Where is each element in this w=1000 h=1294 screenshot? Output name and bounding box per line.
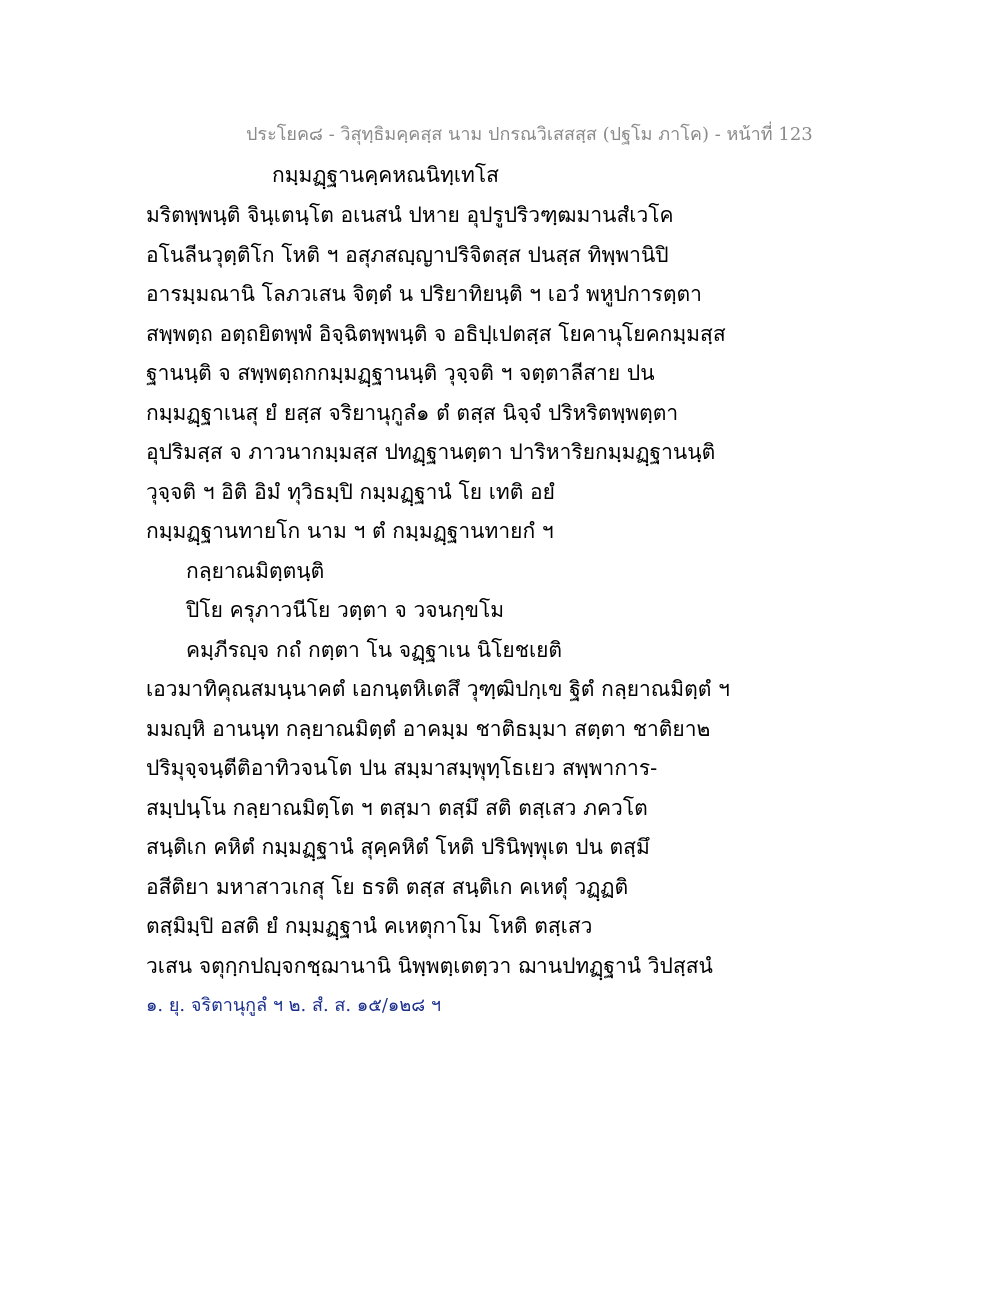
page-header: ประโยค๘ - วิสุทฺธิมคฺคสฺส นาม ปกรณวิเสสสฺส (ปฐโม ภาโค) - หน้าที่ 123 <box>246 124 813 145</box>
text-line: อารมฺมณานิ โลภวเสน จิตฺตํ น ปริยาทิยนฺติ ฯ เอวํ พหูปการตฺตา <box>146 282 702 306</box>
text-line: วเสน จตุกฺกปญฺจกชฺฌานานิ นิพฺพตฺเตตฺวา ฌานปทฏฺฐานํ วิปสฺสนํ <box>146 953 713 978</box>
text-line: สพฺพตฺถ อตฺถยิตพฺพํ อิจฺฉิตพฺพนฺติ จ อธิปฺเปตสฺส โยคานุโยคกมฺมสฺส <box>146 321 726 346</box>
text-line: มริตพฺพนฺติ จินฺเตนฺโต อเนสนํ ปหาย อุปรูปริวฑฺฒมานสํเวโค <box>146 203 674 227</box>
text-line: กมฺมฏฺฐาเนสุ ยํ ยสฺส จริยานุกูลํ๑ ตํ ตสฺส นิจฺจํ ปริหริตพฺพตฺตา <box>146 400 679 425</box>
verse-line: คมฺภีรญฺจ กถํ กตฺตา โน จฏฺฐาเน นิโยชเยติ <box>186 637 563 662</box>
text-line: อโนลีนวุตฺติโก โหติ ฯ อสุภสญฺญาปริจิตสฺส ปนสฺส ทิพฺพานิปิ <box>146 242 669 267</box>
text-line: สมฺปนฺโน กลฺยาณมิตฺโต ฯ ตสฺมา ตสฺมึ สติ ตสฺเสว ภควโต <box>146 795 648 820</box>
text-line: มมญฺหิ อานนฺท กลฺยาณมิตฺตํ อาคมฺม ชาติธมฺมา สตฺตา ชาติยา๒ <box>146 716 711 741</box>
text-line: ปริมุจฺจนฺตีติอาทิวจนโต ปน สมฺมาสมฺพุทฺโธเยว สพฺพาการ- <box>146 756 658 780</box>
text-line: ฐานนฺติ จ สพฺพตฺถกกมฺมฏฺฐานนฺติ วุจฺจติ ฯ จตฺตาลีสาย ปน <box>146 361 655 385</box>
text-line: อสีติยา มหาสาวเกสุ โย ธรติ ตสฺส สนฺติเก คเหตุํ วฏฺฏติ <box>146 874 629 899</box>
text-line: ตสฺมิมฺปิ อสติ ยํ กมฺมฏฺฐานํ คเหตุกาโม โหติ ตสฺเสว <box>146 914 593 938</box>
section-title: กมฺมฏฺฐานคฺคหณนิทฺเทโส <box>272 163 499 187</box>
term-heading: กลฺยาณมิตฺตนฺติ <box>186 558 325 583</box>
verse-line: ปิโย ครุภาวนีโย วตฺตา จ วจนกฺขโม <box>186 598 505 622</box>
text-line: อุปริมสฺส จ ภาวนากมฺมสฺส ปทฏฺฐานตฺตา ปาริหาริยกมฺมฏฺฐานนฺติ <box>146 440 716 464</box>
text-line: วุจฺจติ ฯ อิติ อิมํ ทุวิธมฺปิ กมฺมฏฺฐานํ โย เทติ อยํ <box>146 479 555 504</box>
footnote: ๑. ยุ. จริตานุกูลํ ฯ ๒. สํ. ส. ๑๕/๑๒๘ ฯ <box>146 995 441 1016</box>
body-text <box>146 196 866 986</box>
text-line: สนฺติเก คหิตํ กมฺมฏฺฐานํ สุคฺคหิตํ โหติ ปรินิพฺพุเต ปน ตสฺมึ <box>146 835 650 859</box>
text-line: กมฺมฏฺฐานทายโก นาม ฯ ตํ กมฺมฏฺฐานทายกํ ฯ <box>146 519 554 543</box>
text-line: เอวมาทิคุณสมนฺนาคตํ เอกนฺตหิเตสึ วุฑฺฒิปกฺเข ฐิตํ กลฺยาณมิตฺตํ ฯ <box>146 677 730 701</box>
